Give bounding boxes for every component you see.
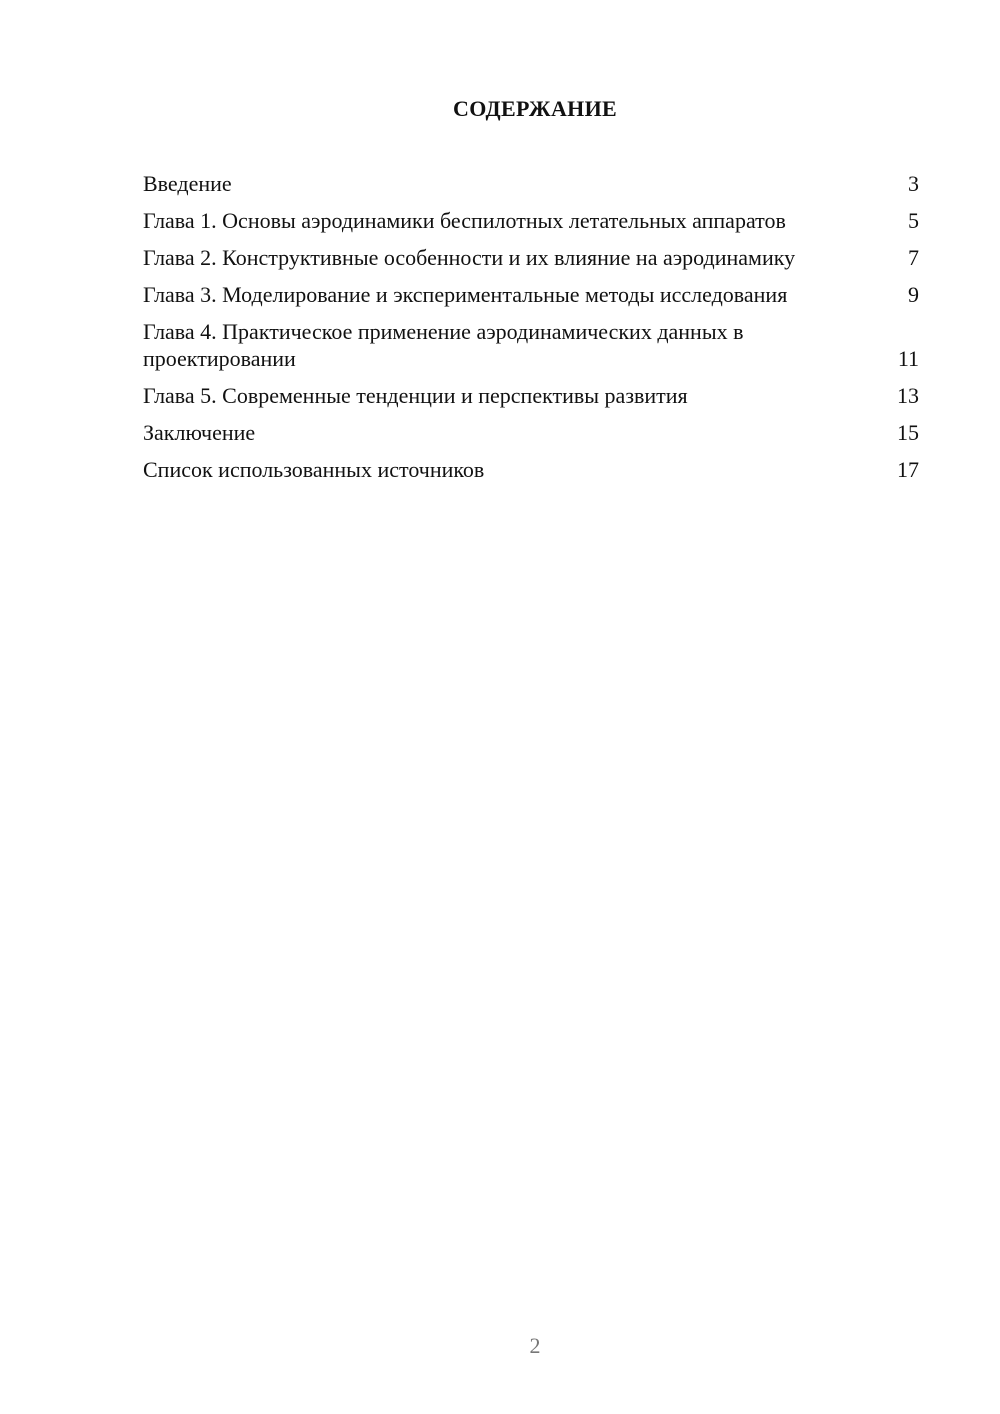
toc-entry-text: Глава 5. Современные тенденции и перспективы развития [143, 383, 688, 408]
page-number: 2 [529, 1333, 541, 1358]
toc-entry-text: Список использованных источников [143, 457, 485, 482]
toc-entry-text: Глава 4. Практическое применение аэродинамических данных в проектировании [143, 319, 744, 371]
toc-entry-page: 9 [908, 282, 919, 307]
page-title: СОДЕРЖАНИЕ [453, 96, 617, 121]
toc-entry-chapter-3 [143, 281, 919, 308]
toc-entry-references [143, 456, 919, 483]
toc-entry-introduction [143, 170, 919, 197]
toc-entry-conclusion [143, 419, 919, 446]
toc-entry-text: Глава 2. Конструктивные особенности и их влияние на аэродинамику [143, 245, 796, 270]
toc-entry-page: 5 [908, 208, 919, 233]
toc-entry-text: Введение [143, 171, 232, 196]
toc-entry-page: 3 [908, 171, 919, 196]
table-of-contents [143, 170, 919, 493]
toc-entry-text: Глава 1. Основы аэродинамики беспилотных летательных аппаратов [143, 208, 786, 233]
toc-entry-page: 7 [908, 245, 919, 270]
toc-entry-chapter-1 [143, 207, 919, 234]
toc-entry-chapter-2 [143, 244, 919, 271]
toc-entry-page: 11 [897, 346, 919, 371]
toc-entry-page: 15 [897, 420, 919, 445]
toc-entry-chapter-5 [143, 382, 919, 409]
toc-entry-page: 13 [897, 383, 919, 408]
toc-entry-chapter-4 [143, 318, 919, 372]
toc-entry-text: Заключение [143, 420, 256, 445]
toc-entry-text: Глава 3. Моделирование и экспериментальные методы исследования [143, 282, 788, 307]
toc-entry-page: 17 [897, 457, 919, 482]
